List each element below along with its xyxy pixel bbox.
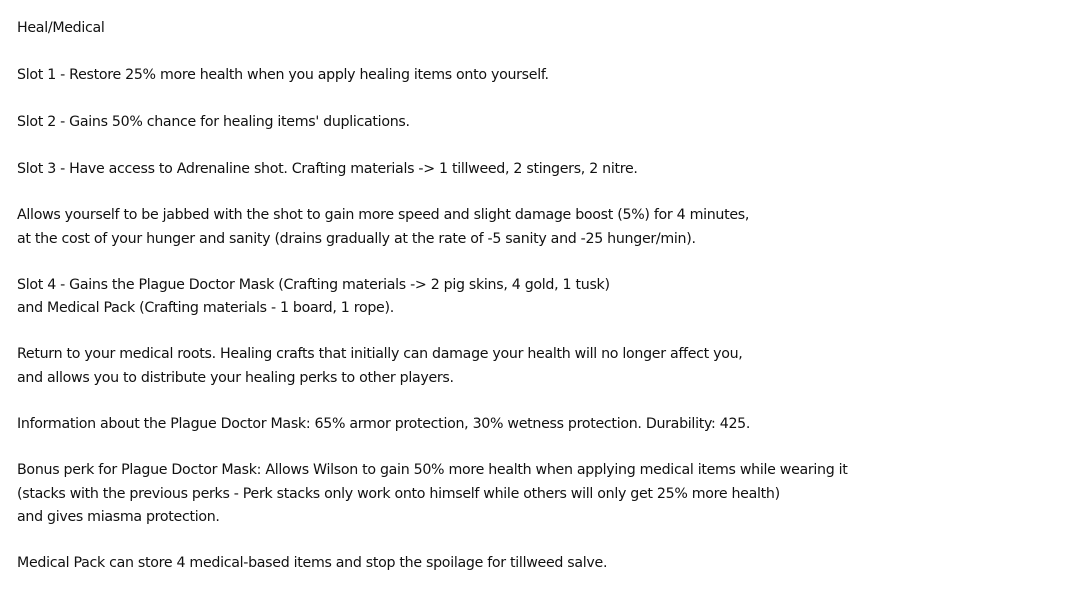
slot-1-text: Slot 1 - Restore 25% more health when you apply healing items onto yourself. bbox=[17, 67, 549, 83]
slot-3-text: Slot 3 - Have access to Adrenaline shot. Crafting materials -> 1 tillweed, 2 stingers, 2 nitre. bbox=[17, 161, 638, 177]
bonus-perk-line-2: (stacks with the previous perks - Perk stacks only work onto himself while others will only get 25% more health) bbox=[17, 486, 780, 502]
document-heading: Heal/Medical bbox=[17, 20, 105, 36]
mask-information-text: Information about the Plague Doctor Mask: 65% armor protection, 30% wetness protection. Durability: 425. bbox=[17, 416, 751, 432]
slot-2-text: Slot 2 - Gains 50% chance for healing items' duplications. bbox=[17, 114, 410, 130]
adrenaline-description-line-2: at the cost of your hunger and sanity (drains gradually at the rate of -5 sanity and -25 hunger/min). bbox=[17, 231, 696, 247]
slot-4-text-line-1: Slot 4 - Gains the Plague Doctor Mask (Crafting materials -> 2 pig skins, 4 gold, 1 tusk) bbox=[17, 277, 610, 293]
adrenaline-description-line-1: Allows yourself to be jabbed with the shot to gain more speed and slight damage boost (5%) for 4 minutes, bbox=[17, 207, 750, 223]
bonus-perk-line-1: Bonus perk for Plague Doctor Mask: Allows Wilson to gain 50% more health when applying medical items while wearing it bbox=[17, 462, 848, 478]
medical-roots-line-2: and allows you to distribute your healing perks to other players. bbox=[17, 370, 454, 386]
medical-roots-line-1: Return to your medical roots. Healing crafts that initially can damage your health will no longer affect you, bbox=[17, 346, 743, 362]
medical-pack-information-text: Medical Pack can store 4 medical-based items and stop the spoilage for tillweed salve. bbox=[17, 555, 608, 571]
slot-4-text-line-2: and Medical Pack (Crafting materials - 1 board, 1 rope). bbox=[17, 300, 394, 316]
bonus-perk-line-3: and gives miasma protection. bbox=[17, 509, 220, 525]
